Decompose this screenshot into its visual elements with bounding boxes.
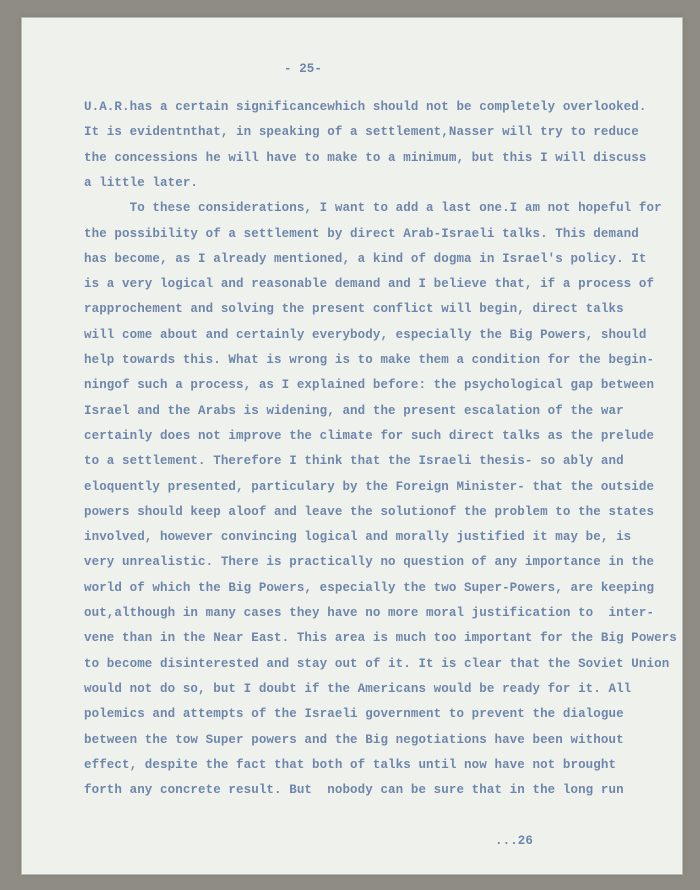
text-line: It is evidentnthat, in speaking of a settlement,Nasser will try to reduce [84, 125, 639, 140]
text-line: to become disinterested and stay out of it. It is clear that the Soviet Union [84, 656, 670, 671]
page-number: - 25- [284, 62, 323, 76]
typed-page [22, 18, 682, 874]
text-line: To these considerations, I want to add a last one.I am not hopeful for [84, 201, 662, 216]
text-line: the concessions he will have to make to a minimum, but this I will discuss [84, 150, 647, 165]
text-line: world of which the Big Powers, especially the two Super-Powers, are keeping [84, 580, 655, 595]
text-line: is a very logical and reasonable demand and I believe that, if a process of [84, 277, 655, 292]
continuation-reference: ...26 [495, 834, 534, 848]
text-line: will come about and certainly everybody, especially the Big Powers, should [84, 327, 647, 342]
text-line: to a settlement. Therefore I think that the Israeli thesis- so ably and [84, 454, 624, 469]
text-line: involved, however convincing logical and morally justified it may be, is [84, 530, 632, 545]
text-line: certainly does not improve the climate for such direct talks as the prelude [84, 428, 655, 443]
text-line: Israel and the Arabs is widening, and the present escalation of the war [84, 403, 624, 418]
text-line: between the tow Super powers and the Big negotiations have been without [84, 732, 624, 747]
text-line: vene than in the Near East. This area is much too important for the Big Powers [84, 631, 677, 646]
text-line: help towards this. What is wrong is to make them a condition for the begin- [84, 353, 655, 367]
text-line: forth any concrete result. But nobody can be sure that in the long run [84, 783, 624, 798]
text-line: has become, as I already mentioned, a kind of dogma in Israel's policy. It [84, 251, 647, 266]
text-line: a little later. [84, 175, 199, 190]
text-line: effect, despite the fact that both of talks until now have not brought [84, 757, 617, 772]
text-line: would not do so, but I doubt if the Americans would be ready for it. All [84, 681, 632, 696]
text-line: eloquently presented, particulary by the Foreign Minister- that the outside [84, 479, 655, 494]
text-line: out,although in many cases they have no more moral justification to inter- [84, 606, 655, 620]
text-line: very unrealistic. There is practically no question of any importance in the [84, 555, 655, 570]
text-line: polemics and attempts of the Israeli government to prevent the dialogue [84, 707, 624, 722]
text-line: powers should keep aloof and leave the solutionof the problem to the states [84, 504, 655, 519]
text-line: ningof such a process, as I explained before: the psychological gap between [84, 378, 655, 393]
text-line: the possibility of a settlement by direct Arab-Israeli talks. This demand [84, 226, 639, 241]
text-line: U.A.R.has a certain significancewhich should not be completely overlooked. [84, 100, 647, 114]
text-line: rapprochement and solving the present conflict will begin, direct talks [84, 302, 624, 317]
